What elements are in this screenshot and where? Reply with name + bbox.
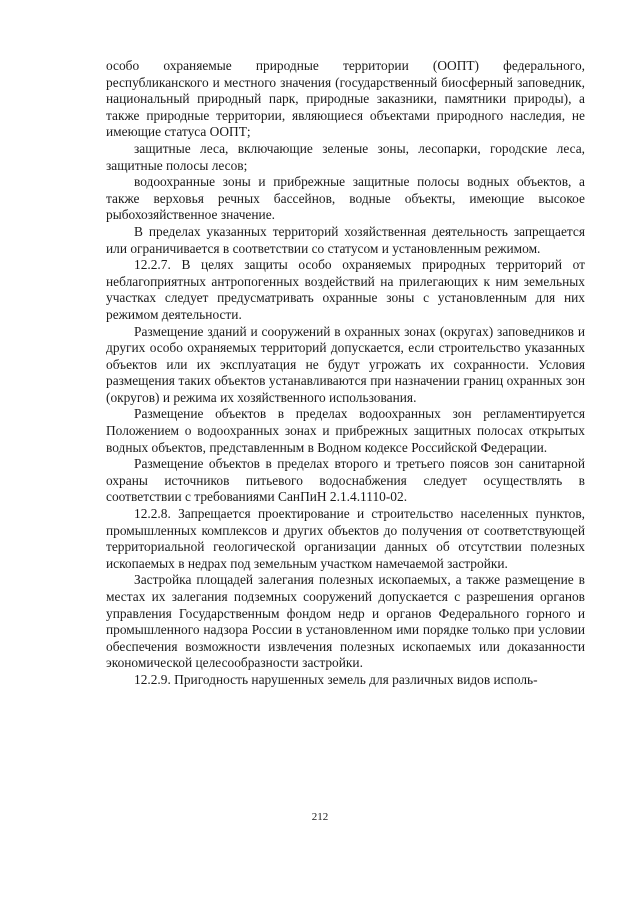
page-number: 212 [311,811,329,823]
body-text [106,58,585,689]
paragraph: 12.2.8. Запрещается проектирование и строительство населенных пунктов, промышленных комплексов и других объектов до получения от соответствующей территориальной геологической организации данных об отсутствии полезных ископаемых в недрах под земельным участком намечаемой застройки. [106,506,585,571]
paragraph: Размещение объектов в пределах второго и третьего поясов зон санитарной охраны источников питьевого водоснабжения следует осуществлять в соответствии с требованиями СанПиН 2.1.4.1110-02. [106,456,585,505]
paragraph: Застройка площадей залегания полезных ископаемых, а также размещение в местах их залегания подземных сооружений допускается с разрешения органов управления Государственным фондом недр и органов Федерального горного и промышленного надзора России в установленном ими порядке только при условии обеспечения возможности извлечения полезных ископаемых или доказанности экономической целесообразности застройки. [106,572,585,671]
paragraph: В пределах указанных территорий хозяйственная деятельность запрещается или ограничивается в соответствии со статусом и установленным режимом. [106,223,585,256]
paragraph: защитные леса, включающие зеленые зоны, лесопарки, городские леса, защитные полосы лесов; [106,140,585,173]
paragraph: 12.2.7. В целях защиты особо охраняемых природных территорий от неблагоприятных антропогенных воздействий на прилегающих к ним земельных участках следует предусматривать охранные зоны с установленным для них режимом деятельности. [106,257,585,322]
paragraph: особо охраняемые природные территории (ООПТ) федерального, республиканского и местного значения (государственный биосферный заповедник, национальный природный парк, природные заказники, памятники природы), а также природные территории, являющиеся объектами природного наследия, не имеющие статуса ООПТ; [106,58,585,140]
paragraph: Размещение объектов в пределах водоохранных зон регламентируется Положением о водоохранных зонах и прибрежных защитных полосах открытых водных объектов, представленным в Водном кодексе Российской Федерации. [106,406,585,455]
paragraph: водоохранные зоны и прибрежные защитные полосы водных объектов, а также верховья речных бассейнов, водные объекты, имеющие высокое рыбохозяйственное значение. [106,174,585,223]
paragraph: Размещение зданий и сооружений в охранных зонах (округах) заповедников и других особо охраняемых территорий допускается, если строительство указанных объектов или их эксплуатация не будут угрожать их сохранности. Условия размещения таких объектов устанавливаются при назначении границ охранных зон (округов) и режима их хозяйственного использования. [106,323,585,405]
paragraph: 12.2.9. Пригодность нарушенных земель для различных видов исполь- [134,671,538,687]
